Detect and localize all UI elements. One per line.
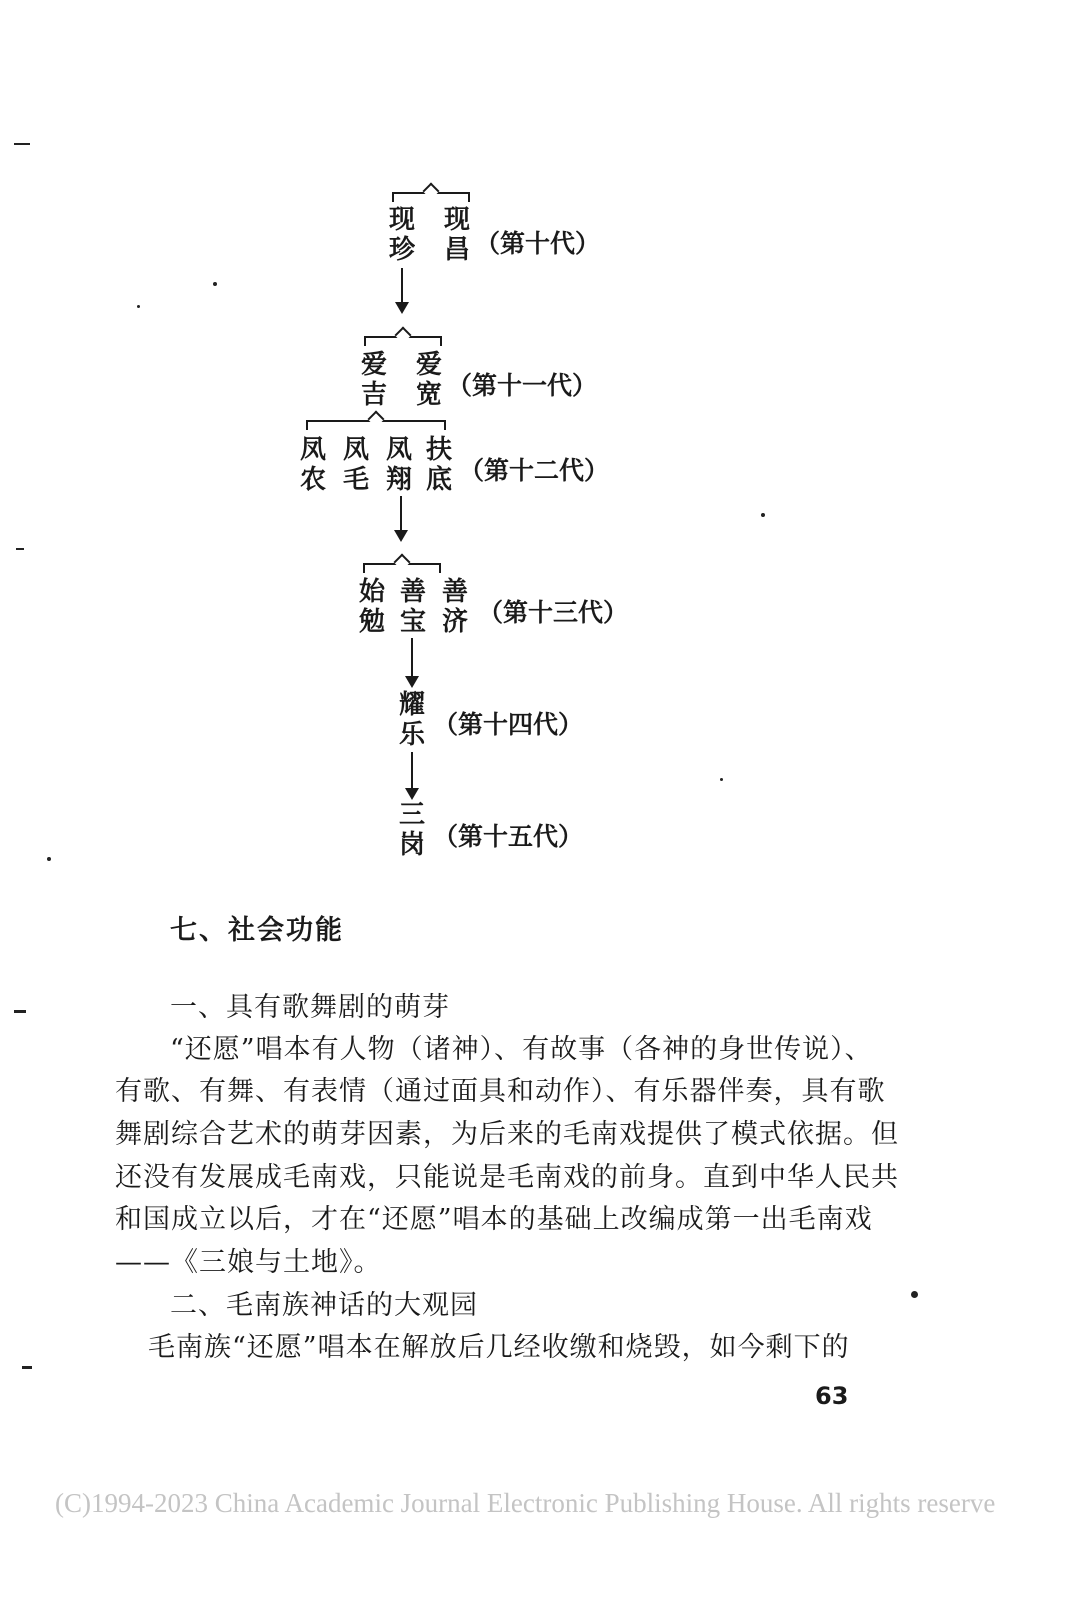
gen10-bracket <box>392 192 470 206</box>
gen10-arrow <box>401 268 403 312</box>
gen14-name-1: 耀乐 <box>398 690 425 750</box>
gen12-arrow <box>400 496 402 540</box>
subsection2-heading: 二、毛南族神话的大观园 <box>170 1290 478 1321</box>
scan-dot <box>720 778 723 781</box>
subsection1-line-5: 和国成立以后，才在“还愿”唱本的基础上改编成第一出毛南戏 <box>115 1204 873 1235</box>
subsection1-line-3: 舞剧综合艺术的萌芽因素，为后来的毛南戏提供了模式依据。但 <box>115 1119 899 1150</box>
gen10-label: （第十代） <box>475 229 601 258</box>
gen12-label: （第十二代） <box>459 456 610 485</box>
scan-mark <box>14 1010 26 1013</box>
copyright-watermark: (C)1994-2023 China Academic Journal Electronic Publishing House. All rights reserve <box>55 1488 996 1518</box>
gen12-name-3: 凤翔 <box>385 435 412 495</box>
gen10-name-1: 现珍 <box>388 205 415 265</box>
gen12-name-2: 凤毛 <box>342 435 369 495</box>
page-number: 63 <box>815 1382 849 1410</box>
subsection1-heading: 一、具有歌舞剧的萌芽 <box>170 992 450 1023</box>
section-title: 七、社会功能 <box>170 915 344 946</box>
gen13-name-3: 善济 <box>441 577 468 637</box>
scan-dot <box>47 857 51 861</box>
gen13-name-1: 始勉 <box>358 577 385 637</box>
gen10-name-2: 现昌 <box>443 205 470 265</box>
gen13-label: （第十三代） <box>478 598 629 627</box>
gen13-bracket <box>363 563 441 577</box>
scan-mark <box>16 548 24 550</box>
scan-dot <box>761 513 765 517</box>
subsection1-line-6: ——《三娘与土地》。 <box>115 1247 382 1278</box>
gen14-arrow <box>411 752 413 798</box>
scan-mark <box>22 1366 32 1369</box>
gen12-bracket <box>306 420 446 434</box>
gen15-name-1: 三岗 <box>398 800 425 860</box>
gen11-name-2: 爱宽 <box>415 350 442 410</box>
subsection2-line-1: 毛南族“还愿”唱本在解放后几经收缴和烧毁，如今剩下的 <box>148 1332 850 1363</box>
scan-dot <box>911 1291 918 1298</box>
gen13-name-2: 善宝 <box>399 577 426 637</box>
subsection1-line-4: 还没有发展成毛南戏，只能说是毛南戏的前身。直到中华人民共 <box>115 1162 899 1193</box>
gen15-label: （第十五代） <box>433 822 584 851</box>
gen12-name-1: 凤农 <box>299 435 326 495</box>
scan-mark <box>14 143 30 145</box>
subsection1-line-1: “还愿”唱本有人物（诸神）、有故事（各神的身世传说）、 <box>170 1034 873 1065</box>
gen11-name-1: 爱吉 <box>360 350 387 410</box>
subsection1-line-2: 有歌、有舞、有表情（通过面具和动作）、有乐器伴奏，具有歌 <box>115 1076 886 1107</box>
scan-dot <box>137 305 140 308</box>
gen12-name-4: 扶底 <box>425 435 452 495</box>
gen11-label: （第十一代） <box>447 371 598 400</box>
gen13-arrow <box>411 638 413 686</box>
gen14-label: （第十四代） <box>433 710 584 739</box>
scan-dot <box>213 282 217 286</box>
gen11-bracket <box>364 336 442 350</box>
